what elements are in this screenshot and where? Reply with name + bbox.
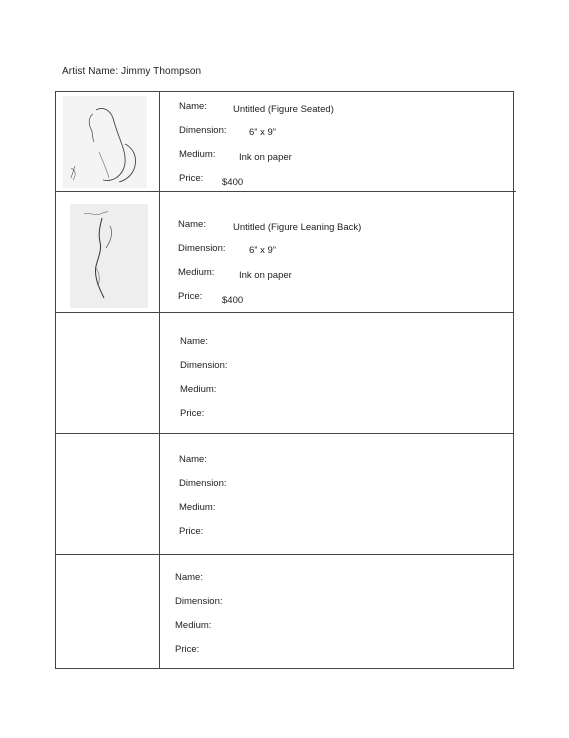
name-label: Name: <box>179 454 207 465</box>
dimension-label: Dimension: <box>180 360 228 371</box>
dimension-label: Dimension: <box>179 478 227 489</box>
dimension-value: 6” x 9” <box>249 127 276 138</box>
price-label: Price: <box>178 291 203 302</box>
dimension-label: Dimension: <box>175 596 223 607</box>
artist-name: Artist Name: Jimmy Thompson <box>62 66 202 77</box>
medium-value: Ink on paper <box>239 270 292 281</box>
medium-label: Medium: <box>179 149 216 160</box>
dimension-value: 6” x 9” <box>249 245 276 256</box>
row-divider <box>55 433 514 434</box>
name-value: Untitled (Figure Seated) <box>233 104 334 115</box>
name-label: Name: <box>178 219 206 230</box>
medium-value: Ink on paper <box>239 152 292 163</box>
medium-label: Medium: <box>175 620 212 631</box>
price-value: $400 <box>222 295 244 306</box>
row-divider <box>55 554 514 555</box>
dimension-label: Dimension: <box>179 125 227 136</box>
seated-figure-sketch-icon <box>63 96 147 188</box>
row-divider <box>55 312 514 313</box>
price-label: Price: <box>179 526 204 537</box>
row-divider <box>55 191 516 192</box>
name-label: Name: <box>179 101 207 112</box>
leaning-figure-sketch-icon <box>70 204 148 308</box>
artwork-thumbnail-seated <box>63 96 147 188</box>
name-value: Untitled (Figure Leaning Back) <box>233 222 362 233</box>
name-label: Name: <box>180 336 208 347</box>
column-divider <box>159 91 160 669</box>
name-label: Name: <box>175 572 203 583</box>
price-label: Price: <box>180 408 205 419</box>
price-value: $400 <box>222 177 244 188</box>
price-label: Price: <box>179 173 204 184</box>
dimension-label: Dimension: <box>178 243 226 254</box>
medium-label: Medium: <box>178 267 215 278</box>
price-label: Price: <box>175 644 200 655</box>
artwork-thumbnail-leaning <box>70 204 148 308</box>
medium-label: Medium: <box>180 384 217 395</box>
medium-label: Medium: <box>179 502 216 513</box>
